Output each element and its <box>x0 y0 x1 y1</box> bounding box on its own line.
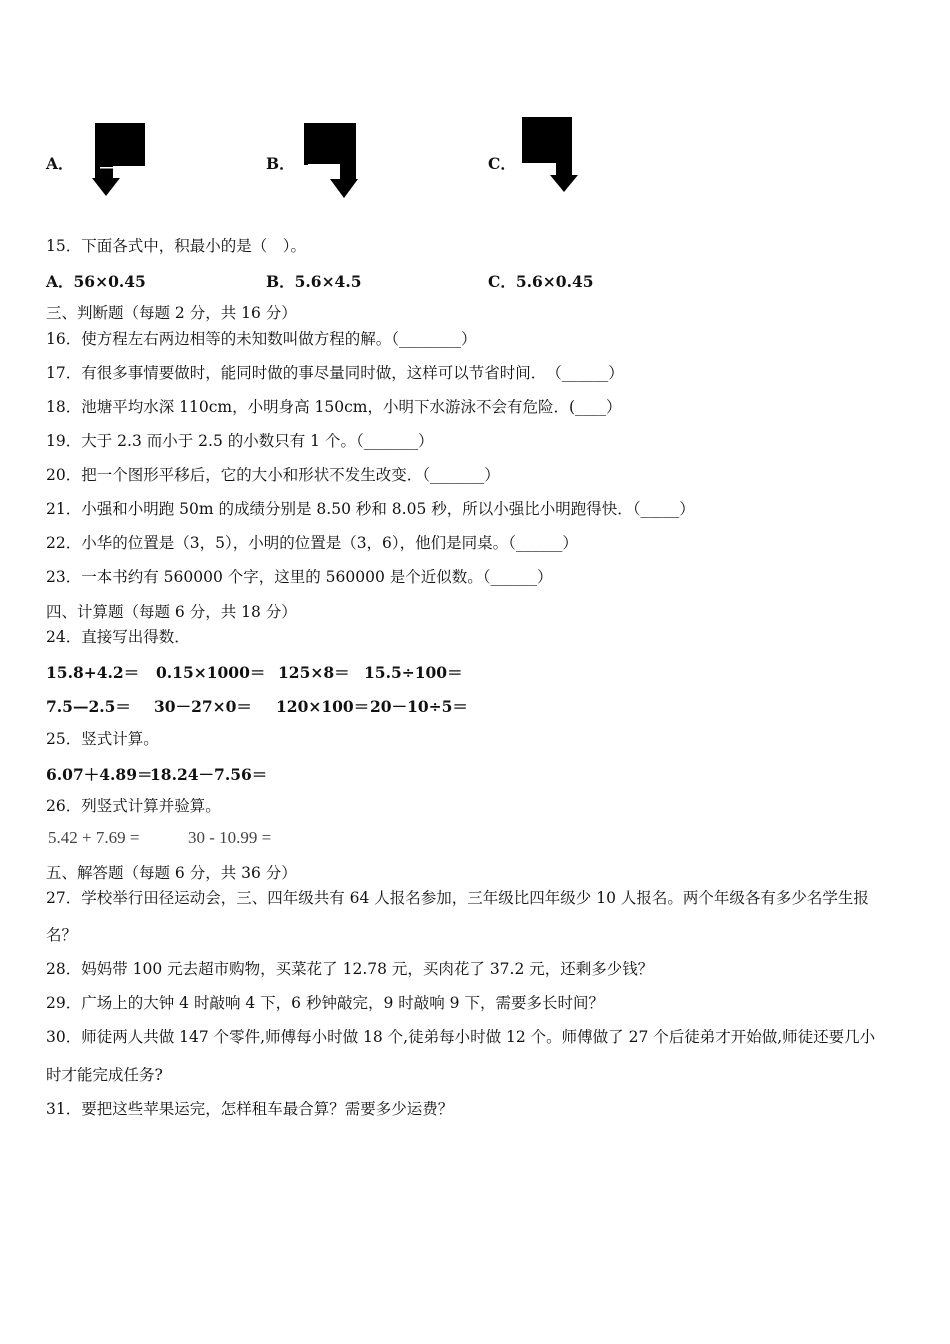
q28: 28．妈妈带 100 元去超市购物，买菜花了 12.78 元，买肉花了 37.2 元，还剩多少钱？ <box>46 960 654 978</box>
q26-expr: 30 - 10.99 = <box>188 828 272 847</box>
q18: 18．池塘平均水深 110cm，小明身高 150cm，小明下水游泳不会有危险．(____） <box>46 398 622 416</box>
q31: 31．要把这些苹果运完，怎样租车最合算？需要多少运费？ <box>46 1100 454 1118</box>
q15-question: 15．下面各式中，积最小的是（ ）。 <box>46 237 306 255</box>
q24-expr: 15.8+4.2＝ <box>46 663 140 682</box>
q14-option-b-label: B． <box>266 154 295 173</box>
flag-arrow-figure-a <box>90 120 150 200</box>
q30-line-1: 30．师徒两人共做 147 个零件,师傅每小时做 18 个,徒弟每小时做 12 个。师傅做了 27 个后徒弟才开始做,师徒还要几小 <box>46 1028 876 1046</box>
q26-expr: 5.42 + 7.69 = <box>48 828 140 847</box>
q16: 16．使方程左右两边相等的未知数叫做方程的解。（________） <box>46 330 477 348</box>
q27-line-2: 名？ <box>46 926 78 944</box>
q25-question: 25．竖式计算。 <box>46 730 159 748</box>
q23: 23．一本书约有 560000 个字，这里的 560000 是个近似数。（______） <box>46 568 553 586</box>
q24-expr: 125×8＝ <box>278 663 350 682</box>
q14-option-a-label: A． <box>46 154 74 173</box>
q22: 22．小华的位置是（3，5），小明的位置是（3，6），他们是同桌。（______） <box>46 534 578 552</box>
q29: 29．广场上的大钟 4 时敲响 4 下，6 秒钟敲完，9 时敲响 9 下，需要多长时间？ <box>46 994 604 1012</box>
q15-option-a: A．56×0.45 <box>46 272 146 291</box>
q24-expr: 0.15×1000＝ <box>156 663 266 682</box>
section-3-heading: 三、判断题（每题 2 分，共 16 分） <box>46 304 297 322</box>
q21: 21．小强和小明跑 50m 的成绩分别是 8.50 秒和 8.05 秒，所以小强比小明跑得快．（_____） <box>46 500 695 518</box>
q15-option-b: B．5.6×4.5 <box>266 272 362 291</box>
q24-expr: 120×100＝ <box>276 697 370 716</box>
q27-line-1: 27．学校举行田径运动会，三、四年级共有 64 人报名参加，三年级比四年级少 10 人报名。两个年级各有多少名学生报 <box>46 889 869 907</box>
flag-arrow-figure-b <box>300 120 362 202</box>
flag-arrow-figure-c <box>518 114 580 194</box>
q24-expr: 30－27×0＝ <box>154 697 252 716</box>
q24-question: 24．直接写出得数． <box>46 628 190 646</box>
q30-line-2: 时才能完成任务? <box>46 1066 163 1084</box>
q24-expr: 20－10÷5＝ <box>370 697 468 716</box>
q20: 20．把一个图形平移后，它的大小和形状不发生改变．（_______） <box>46 466 500 484</box>
q14-option-c-label: C． <box>488 154 516 173</box>
q24-expr: 7.5—2.5＝ <box>46 697 131 716</box>
q19: 19．大于 2.3 而小于 2.5 的小数只有 1 个。（_______） <box>46 432 434 450</box>
q26-question: 26．列竖式计算并验算。 <box>46 797 221 815</box>
q25-expr: 6.07＋4.89＝ <box>46 765 153 784</box>
q17: 17．有很多事情要做时，能同时做的事尽量同时做，这样可以节省时间． （______） <box>46 364 624 382</box>
q25-expr: 18.24－7.56＝ <box>150 765 268 784</box>
q24-expr: 15.5÷100＝ <box>364 663 463 682</box>
q15-option-c: C．5.6×0.45 <box>488 272 594 291</box>
section-4-heading: 四、计算题（每题 6 分，共 18 分） <box>46 603 297 621</box>
section-5-heading: 五、解答题（每题 6 分，共 36 分） <box>46 864 297 882</box>
